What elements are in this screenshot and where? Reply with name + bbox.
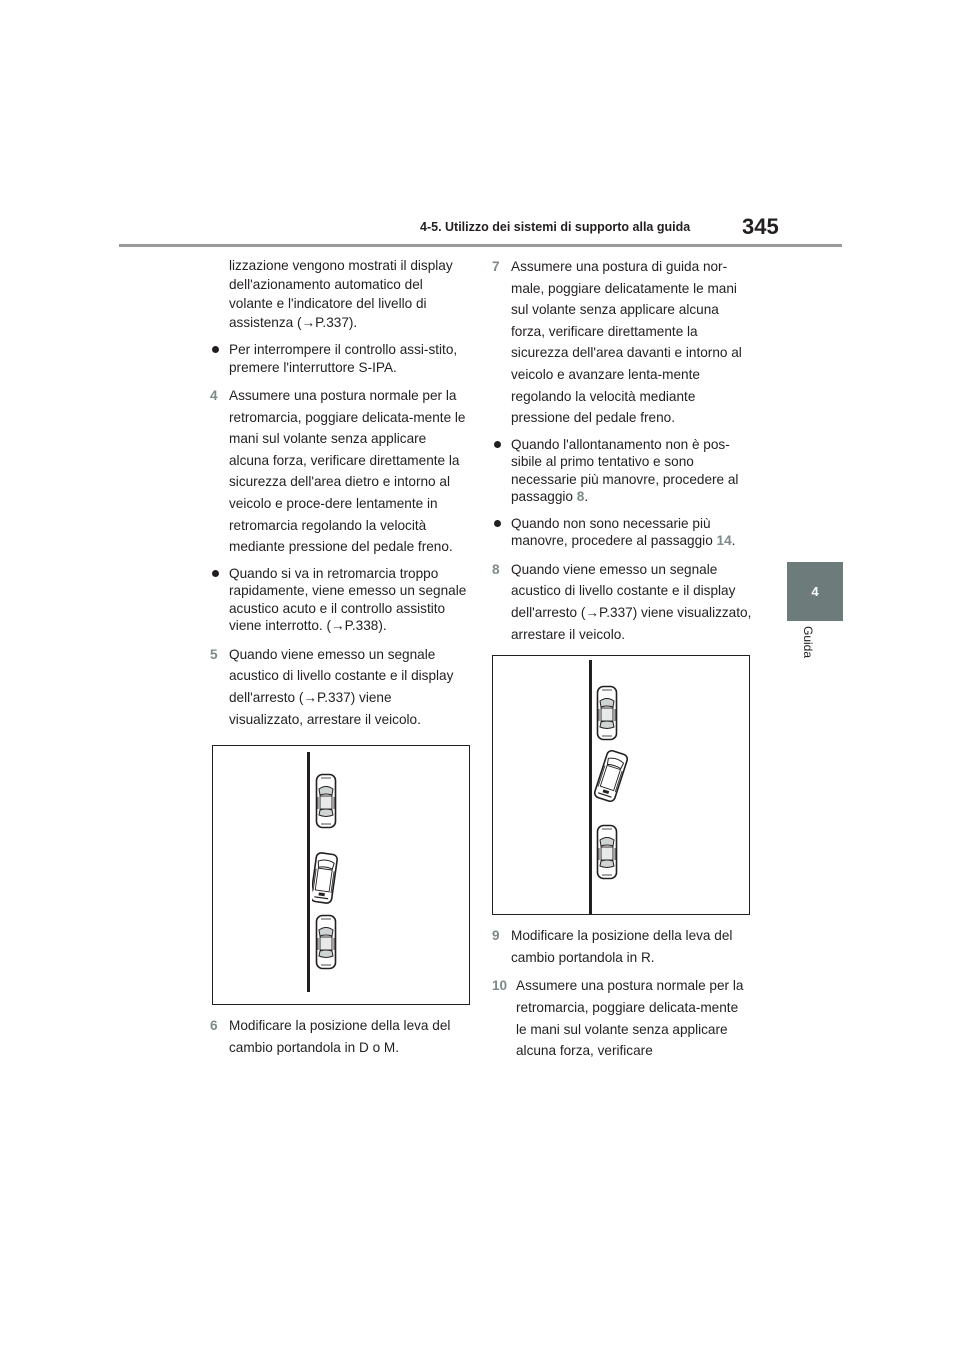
step-number: 5 [210,646,218,662]
bullet-dot-icon [212,570,219,577]
step-number: 8 [492,561,500,577]
step-reference: 8 [576,489,585,505]
header-divider [119,244,842,247]
bullet-item [492,515,752,550]
left-column [210,256,468,1065]
own-car-icon [593,746,629,806]
step-text: Modificare la posizione della leva del cambio portandola in D o M. [229,1018,451,1055]
step-9 [492,925,752,968]
chapter-tab[interactable] [787,562,843,621]
step-6 [210,1015,468,1058]
step-text: Modificare la posizione della leva del cambio portandola in R. [511,928,733,965]
bullet-item [210,565,468,635]
step-number: 10 [492,978,508,994]
bullet-text: Per interrompere il controllo assi-stito, premere l'interruttore S-IPA. [229,342,458,375]
parking-diagram-exit-reverse [212,745,470,1005]
bullet-dot-icon [494,441,501,448]
right-column [492,256,752,1069]
bullet-tail: . [584,489,589,505]
parked-car-rear-icon [315,914,339,972]
step-text: Assumere una postura di guida nor-male, poggiare delicatamente le mani sul volante senza applicare alcuna forza, verificare direttamente la sicurezza dell'area davanti e intorno al veicolo e avanzare lenta-mente regolando la velocità mediante pressione del pedale freno. [511,259,742,426]
step-4 [210,385,468,558]
bullet-text: Quando si va in retromarcia troppo rapidamente, viene emesso un segnale acustico acuto e il controllo assistito viene interrotto. (→P.338). [229,565,467,634]
parking-diagram-exit-forward [492,655,750,915]
chapter-number: 4 [811,584,819,599]
curb-line [307,752,310,992]
curb-line [589,660,592,914]
step-text: Assumere una postura normale per la retromarcia, poggiare delicata-mente le mani sul volante senza applicare alcuna forza, verificare direttamente la sicurezza dell'area dietro e intorno al veicolo e proce-dere lentamente in retromarcia regolando la velocità mediante pressione del pedale freno. [229,388,466,555]
step-7 [492,256,752,429]
page-number: 345 [742,214,779,239]
parked-car-rear-icon [596,824,620,882]
bullet-text: Quando non sono necessarie più manovre, procedere al passaggio [511,515,717,549]
step-number: 4 [210,388,218,403]
parked-car-front-icon [315,773,339,831]
bullet-item [492,436,752,506]
bullet-tail: . [731,533,736,549]
step-number: 6 [210,1018,218,1034]
step-number: 7 [492,259,500,274]
parked-car-front-icon [596,685,620,743]
step-text: Assumere una postura normale per la retromarcia, poggiare delicata-mente le mani sul volante senza applicare alcuna forza, verificare [516,978,744,1059]
step-text: Quando viene emesso un segnale acustico di livello costante e il display dell'arresto (→P.337) viene visualizzato, arrestare il veicolo. [511,561,752,642]
bullet-dot-icon [494,520,501,527]
step-number: 9 [492,928,500,944]
step-8 [492,559,752,645]
step-10 [492,975,752,1061]
step-5 [210,644,468,730]
step-text: Quando viene emesso un segnale acustico di livello costante e il display dell'arresto (→P.337) viene visualizzato, arrestare il veicolo. [229,646,454,727]
continuation-text: lizzazione vengono mostrati il display dell'azionamento automatico del volante e l'indicatore del livello di assistenza (→P.337). [229,258,453,330]
chapter-label: Guida [801,625,815,659]
section-title: 4-5. Utilizzo dei sistemi di supporto alla guida [420,220,691,234]
bullet-text: Quando l'allontanamento non è pos-sibile al primo tentativo e sono necessarie più manovre, procedere al passaggio [511,436,739,505]
bullet-dot-icon [212,346,219,353]
own-car-icon [312,852,338,906]
bullet-item [210,341,468,376]
step-reference: 14 [716,533,732,549]
